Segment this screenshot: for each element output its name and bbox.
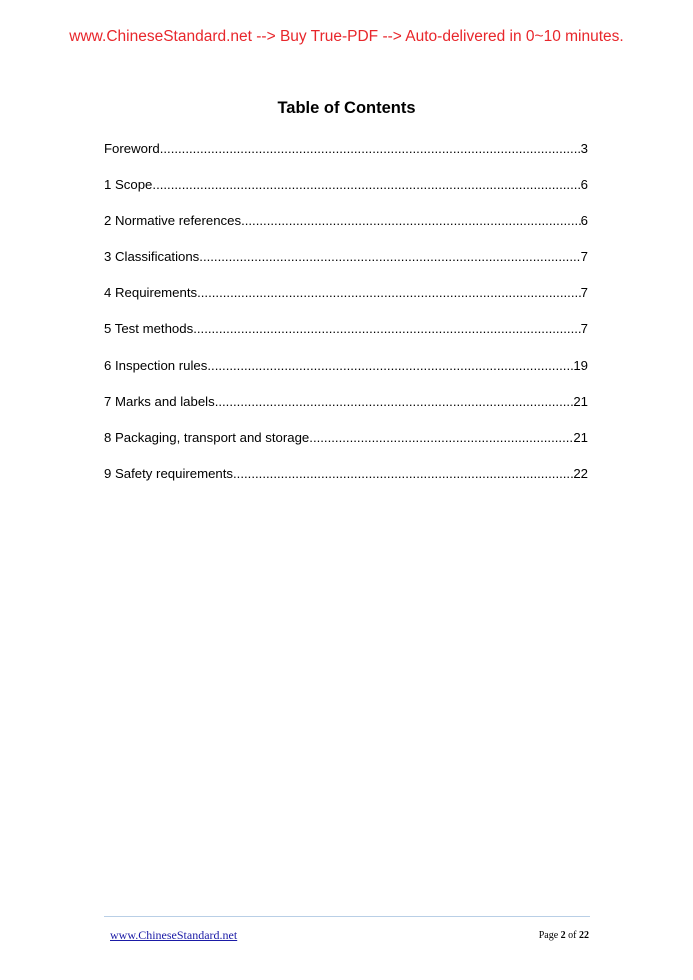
toc-entry-label: 8 Packaging, transport and storage: [104, 429, 310, 445]
dot-leader: [193, 321, 580, 336]
toc-entry-normative-references[interactable]: [104, 213, 588, 249]
toc-entry-packaging-transport-storage[interactable]: [104, 430, 588, 466]
dot-leader: [199, 249, 580, 264]
toc-entry-label: 1 Scope: [104, 177, 153, 193]
toc-entry-page: 7: [580, 321, 588, 337]
toc-entry-label: 7 Marks and labels: [104, 393, 215, 409]
toc-entry-page: 21: [573, 429, 588, 445]
promo-banner[interactable]: www.ChineseStandard.net --> Buy True-PDF --> Auto-delivered in 0~10 minutes.: [69, 28, 624, 45]
toc-entry-safety-requirements[interactable]: [104, 466, 588, 502]
page-title: Table of Contents: [277, 99, 416, 117]
toc-entry-page: 22: [573, 465, 588, 481]
page-separator: of: [565, 930, 579, 941]
toc-entry-marks-and-labels[interactable]: [104, 394, 588, 430]
toc-entry-label: 3 Classifications: [104, 249, 200, 265]
page-prefix: Page: [538, 930, 561, 941]
toc-entry-label: Foreword: [104, 141, 160, 156]
table-of-contents: [104, 141, 588, 502]
dot-leader: [160, 141, 581, 156]
page-number: [539, 930, 589, 941]
toc-entry-page: 21: [573, 393, 588, 409]
current-page-number: 2: [560, 930, 566, 941]
toc-entry-label: 5 Test methods: [104, 321, 194, 337]
toc-entry-page: 6: [580, 177, 588, 193]
toc-entry-label: 2 Normative references: [104, 213, 242, 229]
dot-leader: [309, 430, 573, 445]
footer-divider: [104, 916, 590, 917]
dot-leader: [215, 394, 574, 409]
toc-entry-page: 6: [580, 213, 588, 229]
toc-entry-label: 4 Requirements: [104, 285, 198, 301]
dot-leader: [197, 285, 581, 300]
toc-entry-page: 3: [580, 141, 588, 156]
dot-leader: [233, 466, 573, 481]
toc-entry-foreword[interactable]: [104, 141, 588, 177]
footer-website-link[interactable]: www.ChineseStandard.net: [110, 928, 238, 942]
dot-leader: [241, 213, 581, 228]
toc-entry-page: 7: [580, 285, 588, 301]
dot-leader: [207, 358, 573, 373]
dot-leader: [152, 177, 580, 192]
toc-entry-classifications[interactable]: [104, 249, 588, 285]
total-pages-number: 22: [579, 930, 589, 941]
toc-entry-requirements[interactable]: [104, 285, 588, 321]
toc-entry-label: 9 Safety requirements: [104, 465, 234, 481]
toc-entry-label: 6 Inspection rules: [104, 357, 208, 373]
toc-entry-inspection-rules[interactable]: [104, 358, 588, 394]
toc-entry-test-methods[interactable]: [104, 321, 588, 357]
toc-entry-page: 19: [573, 357, 588, 373]
toc-entry-page: 7: [580, 249, 588, 265]
toc-entry-scope[interactable]: [104, 177, 588, 213]
